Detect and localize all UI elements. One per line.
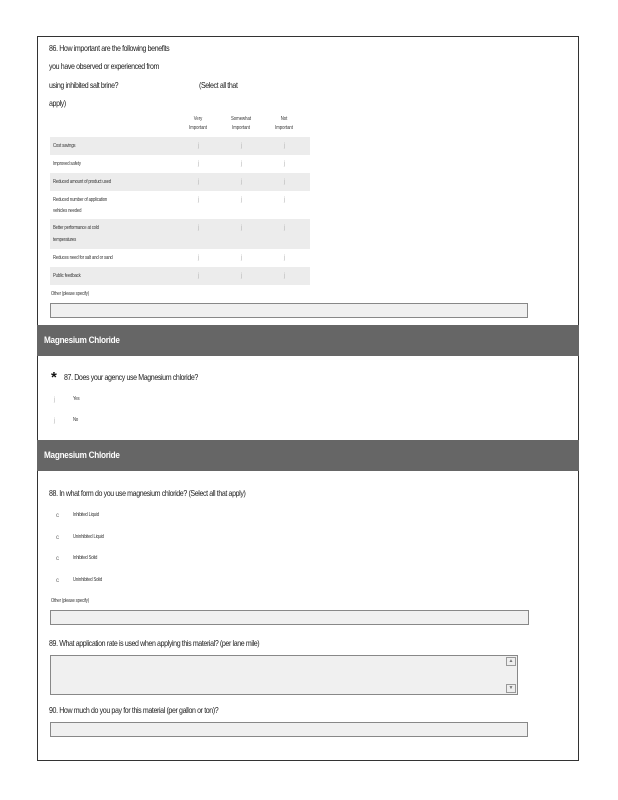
radio-not-important[interactable]: j [284, 225, 286, 231]
row-label-line-2: vehicles needed [53, 208, 82, 214]
q86-select-note: (Select all that [199, 80, 238, 90]
row-label: Improved safety [53, 161, 81, 167]
q86-col-not-important [267, 115, 301, 133]
q88-checkbox-inhibited-liquid[interactable]: c [56, 513, 59, 519]
q86-title-line-2: you have observed or experienced from [49, 61, 159, 71]
q86-col-somewhat-important [224, 115, 258, 133]
q89-textarea[interactable] [50, 655, 518, 695]
col-head-line: Important [232, 125, 250, 131]
q86-title-line-1: 86. How important are the following benefits [49, 43, 170, 53]
row-label-line-1: Reduced number of application [53, 197, 108, 203]
q87-title: 87. Does your agency use Magnesium chloride? [64, 372, 198, 382]
row-label-line-2: temperatures [53, 237, 77, 243]
q87-option-yes: Yes [73, 396, 80, 402]
radio-not-important[interactable]: j [284, 179, 286, 185]
q88-option-uninhibited-solid: Uninhibited Solid [73, 577, 103, 583]
row-label: Reduced amount of product used [53, 179, 111, 185]
col-head-line: Important [275, 125, 293, 131]
radio-not-important[interactable]: j [284, 273, 286, 279]
row-label: Cost savings [53, 143, 76, 149]
q86-row-improved-safety [50, 155, 310, 173]
col-head-line: Important [189, 125, 207, 131]
radio-somewhat-important[interactable]: j [241, 255, 243, 261]
section-banner-magnesium-chloride [37, 325, 579, 356]
q86-row-cold-performance [50, 219, 310, 249]
radio-somewhat-important[interactable]: j [241, 225, 243, 231]
q86-select-note-cont: apply) [49, 98, 66, 108]
q87-radio-no[interactable]: j [54, 418, 56, 424]
radio-somewhat-important[interactable]: j [241, 179, 243, 185]
radio-very-important[interactable]: j [198, 273, 200, 279]
radio-not-important[interactable]: j [284, 143, 286, 149]
col-head-line: Somewhat [230, 116, 252, 122]
radio-somewhat-important[interactable]: j [241, 273, 243, 279]
q86-col-very-important [181, 115, 215, 133]
q87-radio-yes[interactable]: j [54, 397, 56, 403]
col-head-line: Not [280, 116, 288, 122]
section-title: Magnesium Chloride [44, 450, 120, 461]
q90-input[interactable] [50, 722, 528, 737]
survey-page [37, 36, 579, 761]
q88-checkbox-inhibited-solid[interactable]: c [56, 556, 59, 562]
q88-option-inhibited-liquid: Inhibited Liquid [73, 512, 99, 518]
q86-row-public-feedback [50, 267, 310, 285]
scroll-down-icon[interactable]: ▼ [506, 684, 516, 693]
q87-option-no: No [73, 417, 79, 423]
q86-other-label: Other (please specify) [51, 291, 90, 297]
radio-not-important[interactable]: j [284, 161, 286, 167]
radio-somewhat-important[interactable]: j [241, 161, 243, 167]
radio-not-important[interactable]: j [284, 255, 286, 261]
q89-title: 89. What application rate is used when applying this material? (per lane mile) [49, 638, 260, 648]
row-label: Public feedback [53, 273, 81, 279]
q88-other-input[interactable] [50, 610, 529, 625]
q88-option-uninhibited-liquid: Uninhibited Liquid [73, 534, 104, 540]
scroll-up-icon[interactable]: ▲ [506, 657, 516, 666]
q86-row-cost-savings [50, 137, 310, 155]
q88-title: 88. In what form do you use magnesium chloride? (Select all that apply) [49, 488, 246, 498]
section-banner-magnesium-chloride-2 [37, 440, 579, 471]
col-head-line: Very [193, 116, 203, 122]
q86-other-input[interactable] [50, 303, 528, 318]
radio-very-important[interactable]: j [198, 225, 200, 231]
q86-row-reduced-vehicles [50, 191, 310, 219]
radio-not-important[interactable]: j [284, 197, 286, 203]
q90-title: 90. How much do you pay for this material (per gallon or ton)? [49, 705, 219, 715]
q88-option-inhibited-solid: Inhibited Solid [73, 555, 98, 561]
radio-very-important[interactable]: j [198, 255, 200, 261]
q86-title-line-3: using inhibited salt brine? [49, 80, 119, 90]
radio-very-important[interactable]: j [198, 161, 200, 167]
radio-very-important[interactable]: j [198, 143, 200, 149]
radio-very-important[interactable]: j [198, 197, 200, 203]
radio-somewhat-important[interactable]: j [241, 143, 243, 149]
radio-very-important[interactable]: j [198, 179, 200, 185]
row-label: Reduces need for salt and or sand [53, 255, 113, 261]
required-asterisk: * [51, 369, 57, 386]
q88-other-label: Other (please specify) [51, 598, 90, 604]
radio-somewhat-important[interactable]: j [241, 197, 243, 203]
q86-row-reduces-salt-sand [50, 249, 310, 267]
q88-checkbox-uninhibited-liquid[interactable]: c [56, 535, 59, 541]
q86-row-reduced-product [50, 173, 310, 191]
row-label-line-1: Better performance at cold [53, 225, 99, 231]
section-title: Magnesium Chloride [44, 335, 120, 346]
q88-checkbox-uninhibited-solid[interactable]: c [56, 578, 59, 584]
